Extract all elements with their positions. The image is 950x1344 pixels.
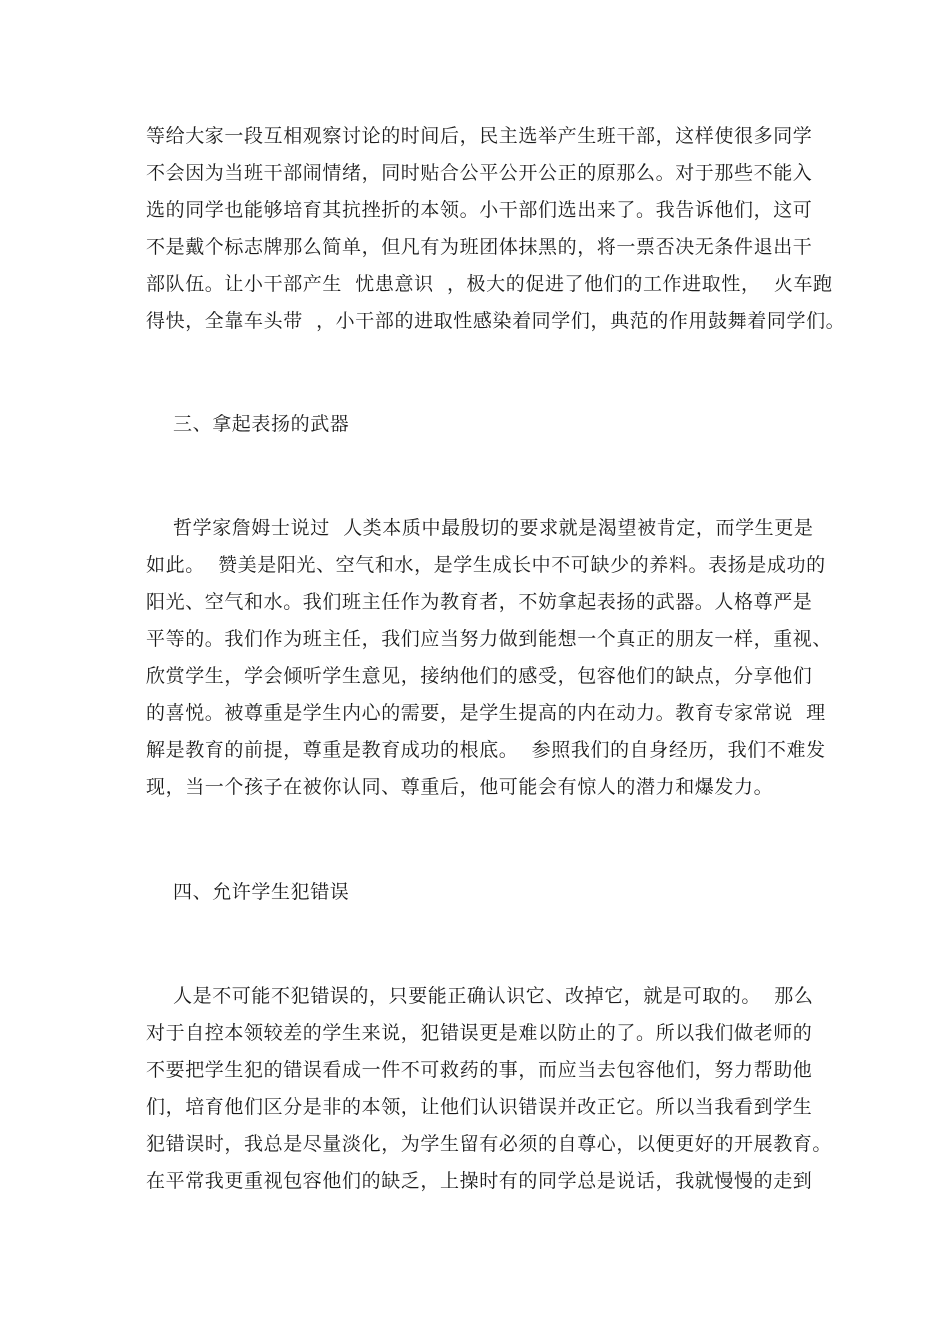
- paragraph-line: 们，培育他们区分是非的本领，让他们认识错误并改正它。所以当我看到学生: [146, 1096, 813, 1118]
- paragraph-line: 部队伍。让小干部产生 忧患意识 ，极大的促进了他们的工作进取性， 火车跑: [146, 273, 833, 295]
- paragraph-line: 对于自控本领较差的学生来说，犯错误更是难以防止的了。所以我们做老师的: [146, 1022, 813, 1044]
- paragraph-line: 现，当一个孩子在被你认同、尊重后，他可能会有惊人的潜力和爆发力。: [146, 776, 774, 798]
- paragraph-line: 等给大家一段互相观察讨论的时间后，民主选举产生班干部，这样使很多同学: [146, 125, 813, 147]
- paragraph-line: 阳光、空气和水。我们班主任作为教育者，不妨拿起表扬的武器。人格尊严是: [146, 591, 813, 613]
- section-heading: 三、拿起表扬的武器: [173, 413, 350, 435]
- section-heading: 四、允许学生犯错误: [173, 881, 350, 903]
- paragraph-line: 在平常我更重视包容他们的缺乏，上操时有的同学总是说话，我就慢慢的走到: [146, 1170, 813, 1192]
- paragraph-line: 的喜悦。被尊重是学生内心的需要，是学生提高的内在动力。教育专家常说 理: [146, 702, 826, 724]
- paragraph-line: 解是教育的前提，尊重是教育成功的根底。 参照我们的自身经历，我们不难发: [146, 739, 826, 761]
- paragraph-line: 人是不可能不犯错误的，只要能正确认识它、改掉它，就是可取的。 那么: [173, 985, 814, 1007]
- paragraph-line: 如此。 赞美是阳光、空气和水，是学生成长中不可缺少的养料。表扬是成功的: [146, 554, 826, 576]
- paragraph-line: 得快，全靠车头带 ，小干部的进取性感染着同学们，典范的作用鼓舞着同学们。: [146, 310, 846, 332]
- paragraph-line: 不是戴个标志牌那么简单，但凡有为班团体抹黑的，将一票否决无条件退出干: [146, 236, 813, 258]
- paragraph-line: 哲学家詹姆士说过 人类本质中最殷切的要求就是渴望被肯定，而学生更是: [173, 517, 814, 539]
- paragraph-line: 欣赏学生，学会倾听学生意见，接纳他们的感受，包容他们的缺点，分享他们: [146, 665, 813, 687]
- paragraph-line: 选的同学也能够培育其抗挫折的本领。小干部们选出来了。我告诉他们，这可: [146, 199, 813, 221]
- paragraph-line: 不会因为当班干部闹情绪，同时贴合公平公开公正的原那么。对于那些不能入: [146, 162, 813, 184]
- paragraph-line: 平等的。我们作为班主任，我们应当努力做到能想一个真正的朋友一样，重视、: [146, 628, 833, 650]
- paragraph-line: 不要把学生犯的错误看成一件不可救药的事，而应当去包容他们，努力帮助他: [146, 1059, 813, 1081]
- paragraph-line: 犯错误时，我总是尽量淡化，为学生留有必须的自尊心，以便更好的开展教育。: [146, 1133, 833, 1155]
